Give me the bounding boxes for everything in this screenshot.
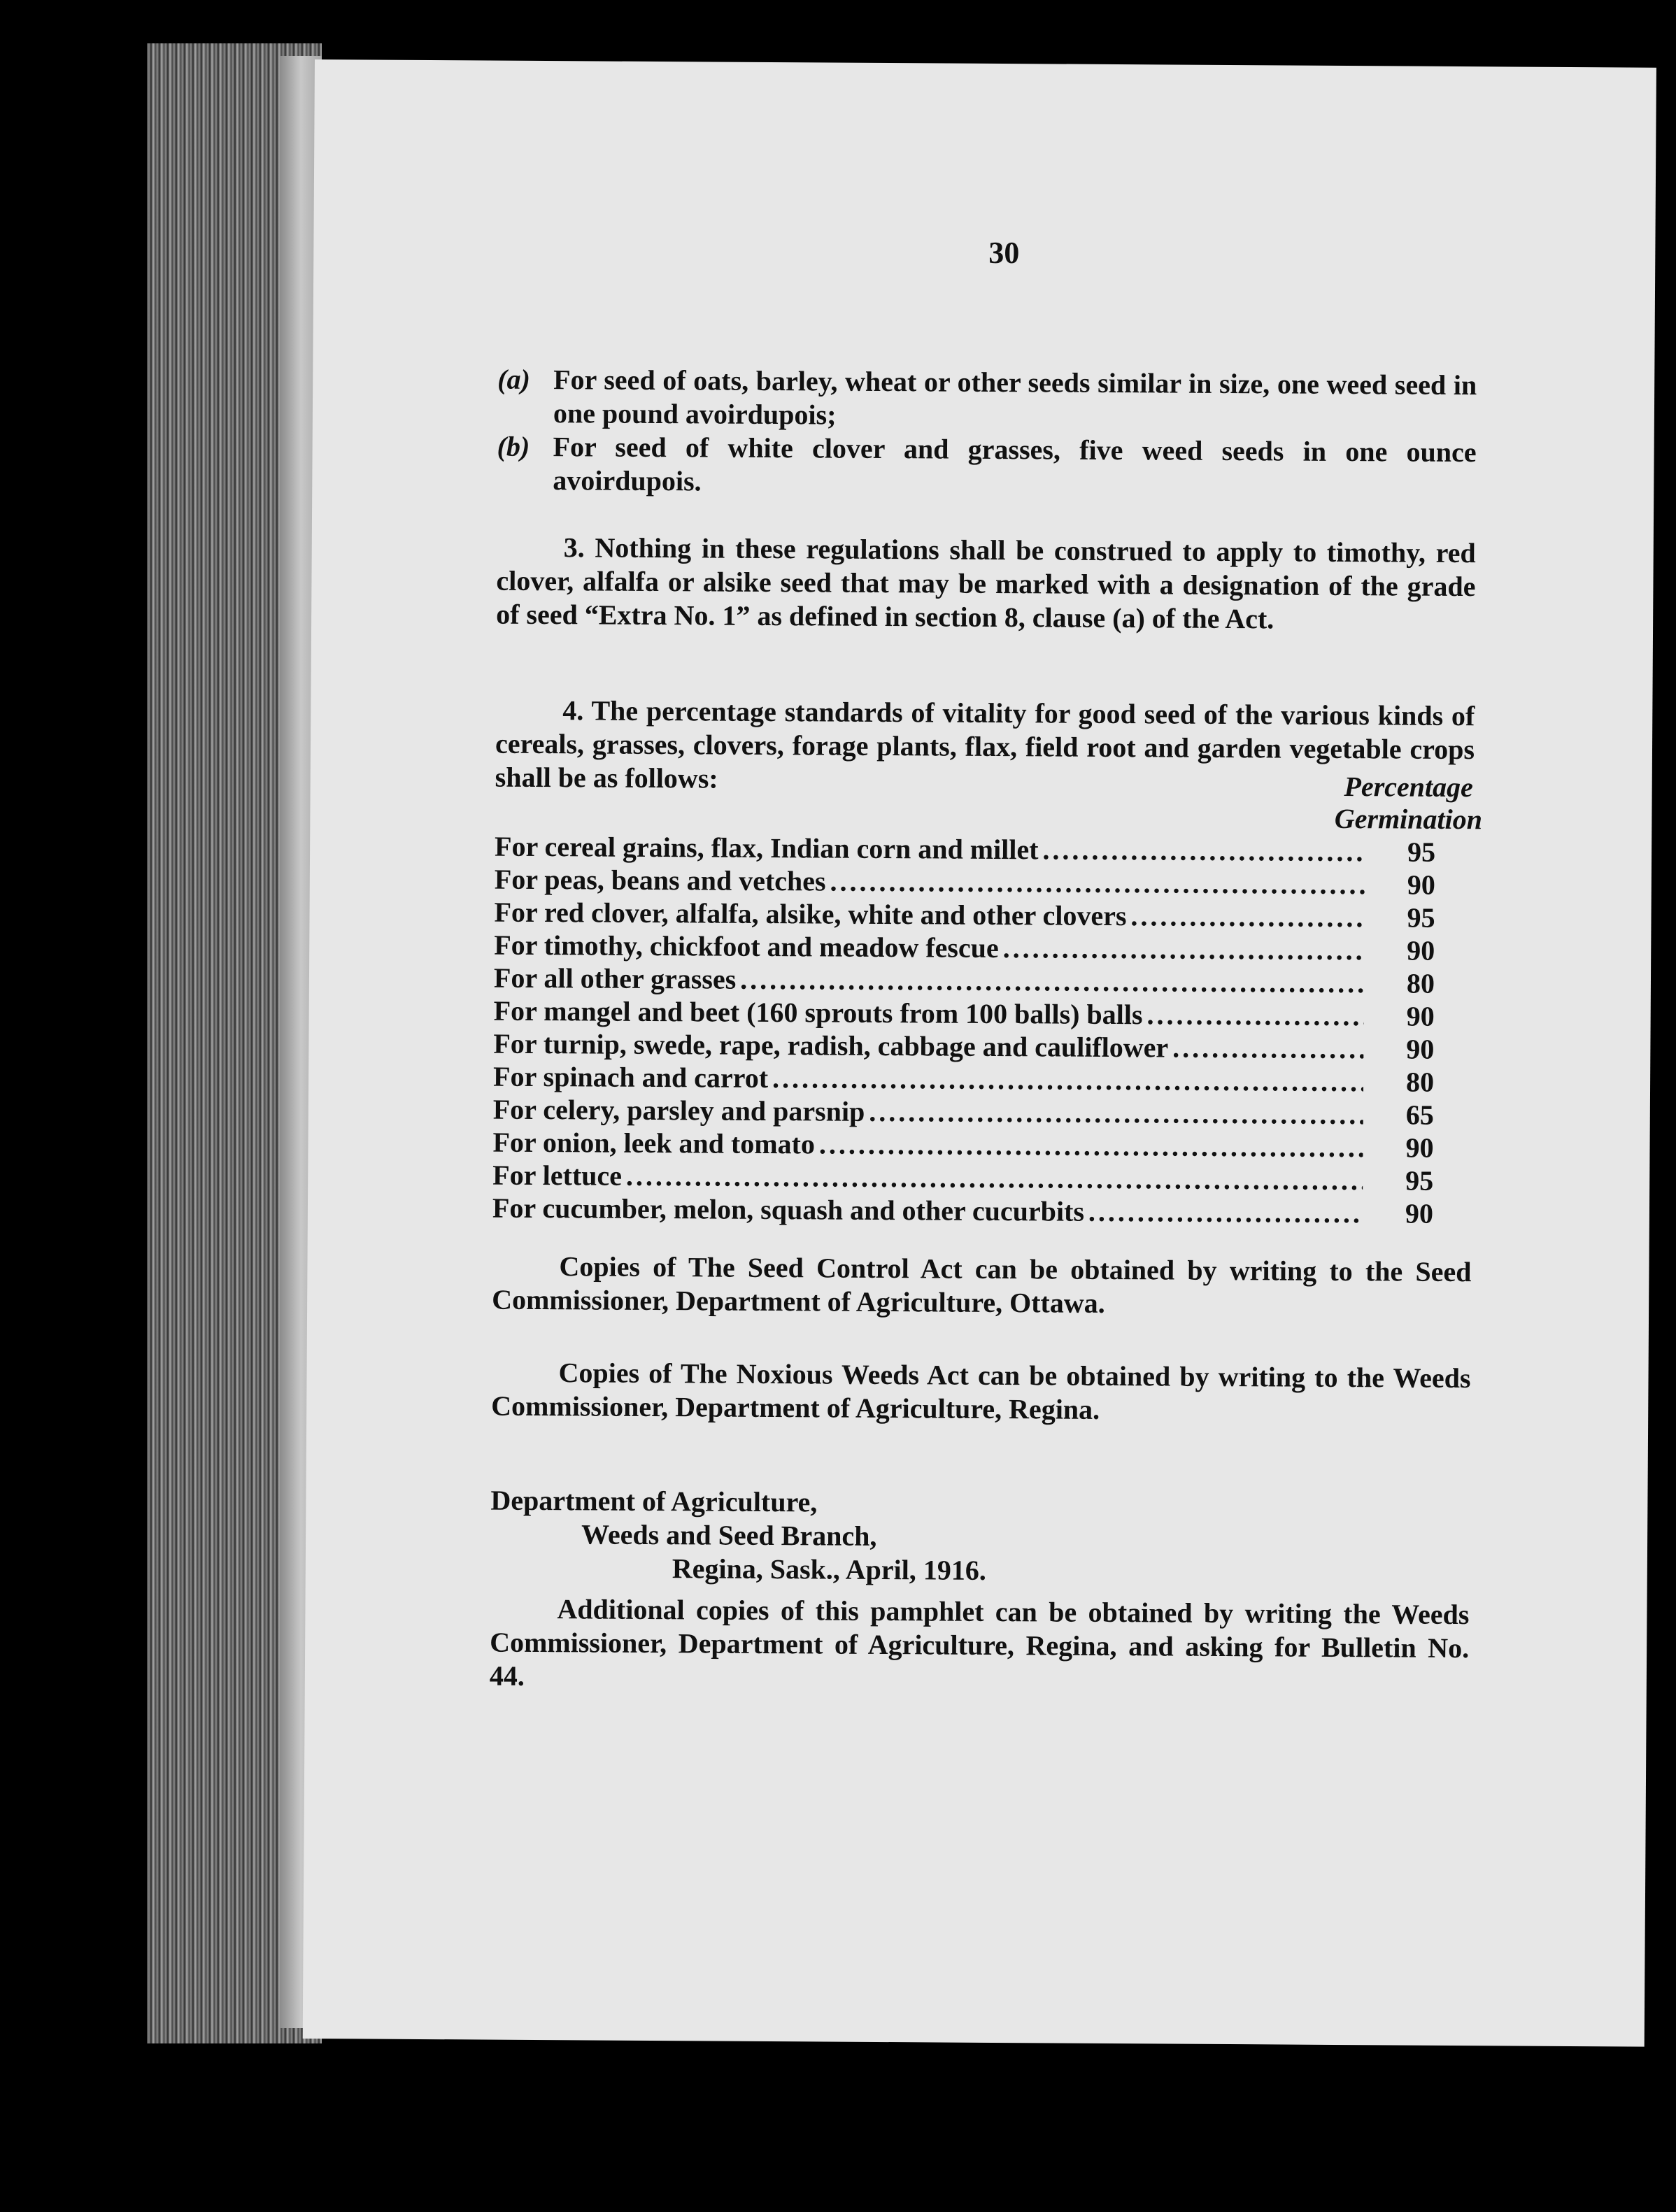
row-value: 90 xyxy=(1405,1132,1434,1164)
header-germination: Germination xyxy=(1334,802,1483,836)
row-value: 95 xyxy=(1405,1164,1434,1197)
paragraph-3-block xyxy=(496,531,1476,638)
row-label: For peas, beans and vetches xyxy=(494,863,826,897)
address-line-3: Regina, Sask., April, 1916. xyxy=(672,1553,986,1586)
paragraph-4: 4. The percentage standards of vitality for good seed of the various kinds of cereals, grasses, clovers, forage plants, flax, field root and garden vegetable crops shall be as follows: xyxy=(495,694,1475,794)
clause-b xyxy=(497,430,1477,504)
table-row xyxy=(495,830,1474,869)
table-row xyxy=(493,1093,1472,1132)
leader-dots xyxy=(740,963,1364,999)
table-row xyxy=(492,1126,1472,1165)
leader-dots xyxy=(1003,932,1365,966)
clause-b-text: For seed of white clover and grasses, five weed seeds in one ounce avoirdupois. xyxy=(553,431,1477,497)
table-row xyxy=(495,863,1474,902)
clause-list xyxy=(497,363,1477,504)
page-number: 30 xyxy=(988,235,1020,271)
row-value: 80 xyxy=(1406,967,1435,999)
table-row xyxy=(494,929,1473,968)
header-percentage: Percentage xyxy=(1344,771,1473,804)
germination-column-header xyxy=(1303,771,1514,836)
leader-dots xyxy=(772,1062,1363,1098)
leader-dots xyxy=(626,1159,1363,1197)
row-label: For cucumber, melon, squash and other cucurbits xyxy=(492,1192,1085,1227)
department-address xyxy=(490,1484,987,1587)
paragraph-3: 3. Nothing in these regulations shall be construed to apply to timothy, red clover, alfalfa or alsike seed that may be marked with a designation of the grade of seed “Extra No. 1” as defined in section 8, clause (a) of the Act. xyxy=(496,531,1476,635)
leader-dots xyxy=(1042,833,1365,868)
row-value: 95 xyxy=(1407,836,1436,868)
leader-dots xyxy=(830,865,1365,901)
table-row xyxy=(492,1159,1472,1198)
row-label: For celery, parsley and parsnip xyxy=(492,1093,865,1127)
seed-act-note: Copies of The Seed Control Act can be obtained by writing to the Seed Commissioner, Department of Agriculture, Ottawa. xyxy=(492,1250,1472,1319)
leader-dots xyxy=(1130,899,1364,934)
table-row xyxy=(494,962,1473,1001)
document-page xyxy=(303,59,1656,2047)
additional-copies-note-block xyxy=(490,1592,1470,1699)
row-value: 90 xyxy=(1406,1033,1435,1065)
clause-a-label: (a) xyxy=(497,363,530,395)
leader-dots xyxy=(1146,998,1363,1032)
row-label: For all other grasses xyxy=(493,962,737,995)
germination-table xyxy=(492,830,1474,1231)
row-value: 65 xyxy=(1405,1099,1434,1131)
clause-b-label: (b) xyxy=(497,430,530,462)
row-value: 95 xyxy=(1407,901,1435,934)
row-label: For timothy, chickfoot and meadow fescue xyxy=(494,929,999,964)
row-label: For lettuce xyxy=(492,1159,623,1192)
row-label: For turnip, swede, rape, radish, cabbage and cauliflower xyxy=(493,1027,1169,1064)
row-value: 90 xyxy=(1406,1000,1435,1032)
seed-act-note-block xyxy=(492,1250,1472,1323)
row-value: 90 xyxy=(1407,869,1435,901)
additional-copies-note: Additional copies of this pamphlet can be obtained by writing the Weeds Commissioner, Department of Agriculture, Regina, and asking for Bulletin No. 44. xyxy=(489,1593,1470,1692)
table-row xyxy=(494,896,1473,935)
weeds-act-note: Copies of The Noxious Weeds Act can be obtained by writing to the Weeds Commissioner, Department of Agriculture, Regina. xyxy=(491,1357,1471,1425)
leader-dots xyxy=(819,1127,1363,1164)
table-row xyxy=(492,1192,1472,1231)
weeds-act-note-block xyxy=(491,1356,1471,1429)
clause-a xyxy=(497,363,1477,436)
row-value: 80 xyxy=(1405,1066,1435,1098)
row-label: For red clover, alfalfa, alsike, white and other clovers xyxy=(494,896,1127,932)
row-label: For onion, leek and tomato xyxy=(492,1126,816,1160)
row-label: For mangel and beet (160 sprouts from 100 balls) balls xyxy=(493,994,1143,1031)
leader-dots xyxy=(869,1095,1363,1131)
row-label: For cereal grains, flax, Indian corn and millet xyxy=(494,830,1039,866)
row-value: 90 xyxy=(1407,934,1435,966)
leader-dots xyxy=(1172,1032,1363,1066)
row-value: 90 xyxy=(1405,1197,1434,1229)
table-row xyxy=(493,1060,1472,1099)
table-row xyxy=(493,1027,1472,1066)
row-label: For spinach and carrot xyxy=(492,1060,769,1094)
leader-dots xyxy=(1088,1195,1363,1229)
address-line-1: Department of Agriculture, xyxy=(490,1484,818,1518)
address-line-2: Weeds and Seed Branch, xyxy=(581,1518,877,1552)
clause-a-text: For seed of oats, barley, wheat or other seeds similar in size, one weed seed in one pound avoirdupois; xyxy=(553,364,1477,431)
table-row xyxy=(494,994,1473,1034)
